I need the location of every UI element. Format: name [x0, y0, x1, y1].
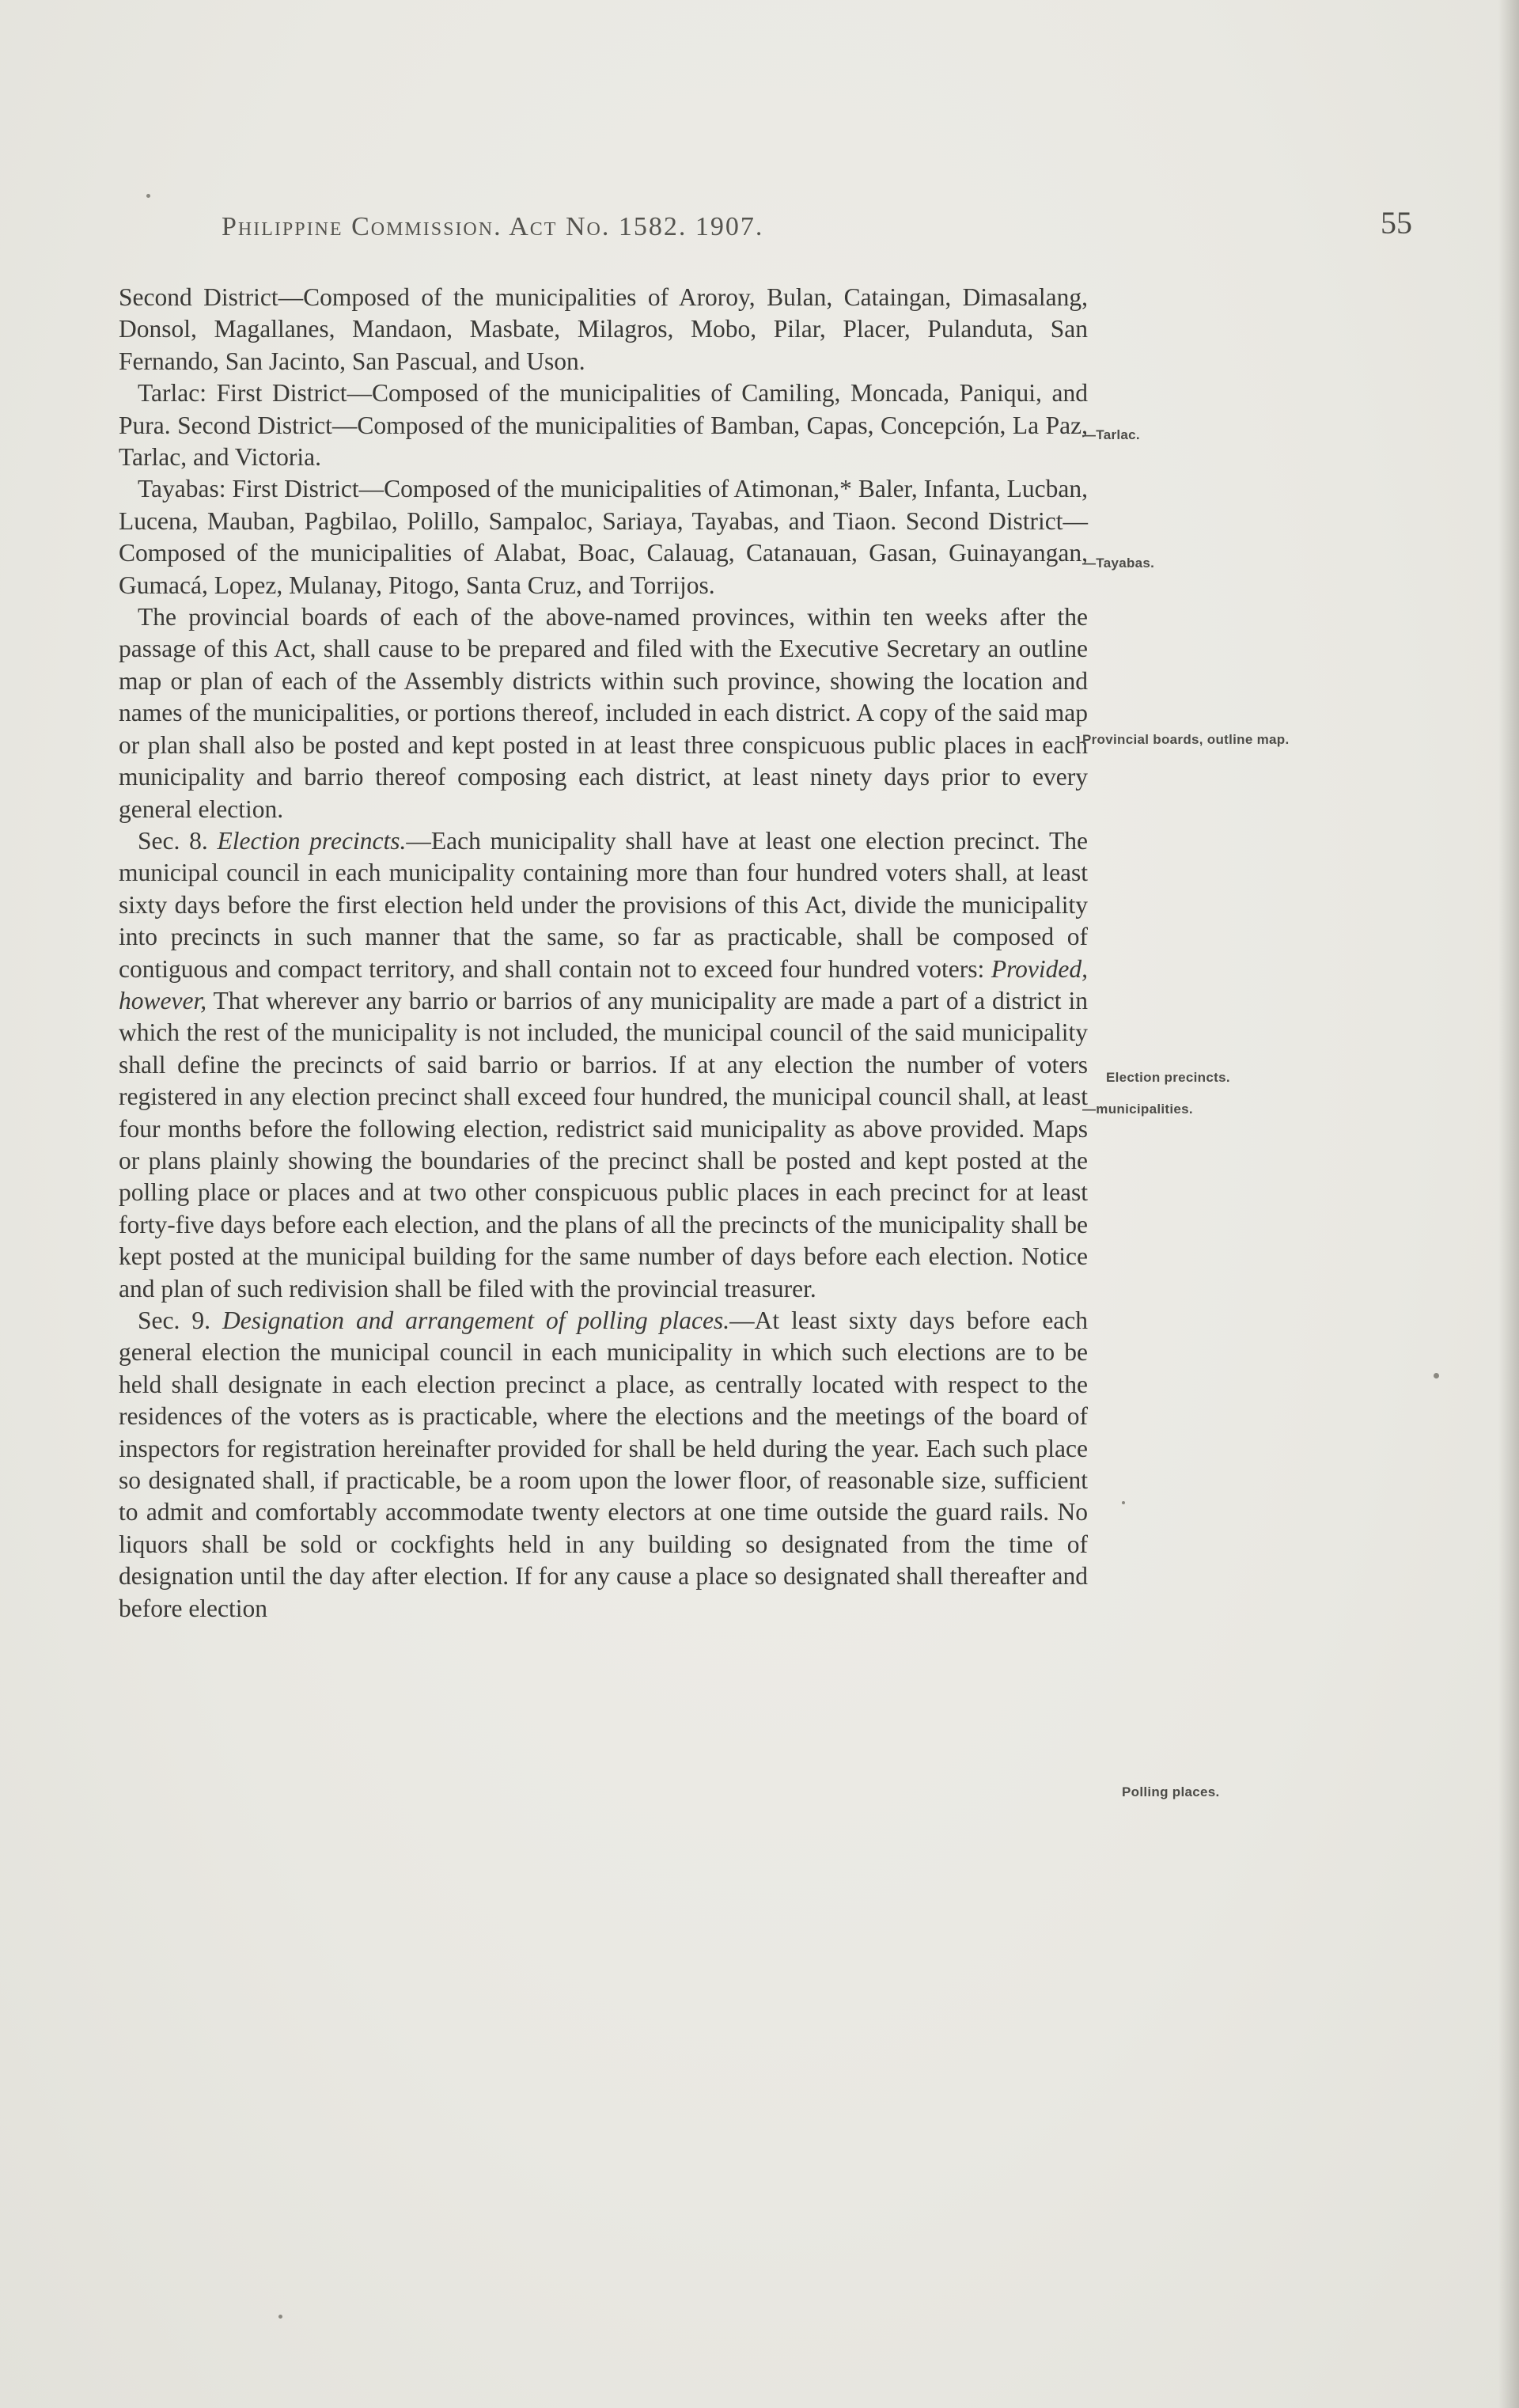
proviso: Provided, however, — [119, 954, 1088, 1014]
paper-speck — [278, 2315, 282, 2319]
running-header: Philippine Commission. Act No. 1582. 1907. — [222, 212, 764, 241]
section-number: Sec. 8. — [138, 826, 208, 855]
section-text: —At least sixty days before each general election the municipal council in each municipality in which such elections are to be held shall designate in each election precinct a place, as centrally located with respect to the residences of the voters as is practicable, where the elections and the meetings of the board of inspectors for registration hereinafter provided for shall be held during the year. Each such place so designated shall, if practicable, be a room upon the lower floor, of reasonable size, sufficient to admit and comfortably accommodate twenty electors at one time outside the guard rails. No liquors shall be sold or cockfights held in any building so designated from the time of designation until the day after election. If for any cause a place so designated shall thereafter and before election — [119, 1306, 1089, 1622]
margin-note-provincial-boards: Provincial boards, outline map. — [1082, 732, 1290, 747]
paragraph-tayabas: Tayabas: First District—Composed of the municipalities of Atimonan,* Baler, Infanta, Lucban, Lucena, Mauban, Pagbilao, Polillo, Sampaloc, Sariaya, Tayabas, and Tiaon. Second District—Composed of the municipalities of Alabat, Boac, Calauag, Catanauan, Gasan, Guinayangan, Gumacá, Lopez, Mulanay, Pitogo, Santa Cruz, and Torrijos. — [119, 475, 1088, 599]
section-text: —Each municipality shall have at least one election precinct. The municipal council in each municipality containing more than four hundred voters shall, at least sixty days before the first election held under the provisions of this Act, divide the municipality into precincts in such manner that the same, so far as practicable, shall be composed of contiguous and compact territory, and shall contain not to exceed four hundred voters: — [119, 826, 1089, 983]
page-number: 55 — [1381, 205, 1412, 241]
paper-speck — [1122, 1501, 1125, 1504]
paragraph-masbate-second-district: Second District—Composed of the municipalities of Aroroy, Bulan, Cataingan, Dimasalang, Donsol, Magallanes, Mandaon, Masbate, Milagros, Mobo, Pilar, Placer, Pulanduta, San Fernando, San Jacinto, San Pascual, and Uson. — [119, 283, 1088, 375]
paragraph-tarlac: Tarlac: First District—Composed of the municipalities of Camiling, Moncada, Paniqui, and Pura. Second District—Composed of the municipalities of Bamban, Capas, Concepción, La Paz, Tarlac, and Victoria. — [119, 379, 1088, 472]
margin-note-election-precincts: Election precincts. — [1106, 1070, 1230, 1085]
section-8-election-precincts — [119, 825, 1088, 1305]
section-9-polling-places — [119, 1305, 1088, 1625]
margin-note-tarlac: —Tarlac. — [1082, 427, 1140, 442]
paper-speck — [146, 194, 150, 198]
section-text-continued: That wherever any barrio or barrios of any municipality are made a part of a district in which the rest of the municipality is not included, the municipal council of the said municipality shall define the precincts of said barrio or barrios. If at any election the number of voters registered in any election precinct shall exceed four hundred, the municipal council shall, at least four months before the following election, redistrict said municipality as above provided. Maps or plans plainly showing the boundaries of the precinct shall be posted and kept posted at the polling place or places and at two other conspicuous public places in each precinct for at least forty-five days before each election, and the plans of all the precincts of the municipality shall be kept posted at the municipal building for the same number of days before each election. Notice and plan of such redivision shall be filed with the provincial treasurer. — [119, 986, 1089, 1303]
section-title: Election precincts. — [217, 826, 407, 855]
body-text — [119, 282, 1088, 1625]
paragraph-provincial-boards: The provincial boards of each of the above-named provinces, within ten weeks after the passage of this Act, shall cause to be prepared and filed with the Executive Secretary an outline map or plan of each of the Assembly districts within such province, showing the location and names of the municipalities, or portions thereof, included in each district. A copy of the said map or plan shall also be posted and kept posted in at least three conspicuous public places in each municipality and barrio thereof composing each district, at least ninety days prior to every general election. — [119, 603, 1088, 823]
margin-note-tayabas: —Tayabas. — [1082, 556, 1155, 571]
section-number: Sec. 9. — [138, 1306, 210, 1334]
margin-note-polling-places: Polling places. — [1122, 1784, 1220, 1799]
section-title: Designation and arrangement of polling places. — [222, 1306, 730, 1334]
page-edge-shadow — [1498, 0, 1519, 2408]
margin-note-municipalities: —municipalities. — [1082, 1102, 1193, 1117]
paper-speck — [1434, 1373, 1439, 1378]
